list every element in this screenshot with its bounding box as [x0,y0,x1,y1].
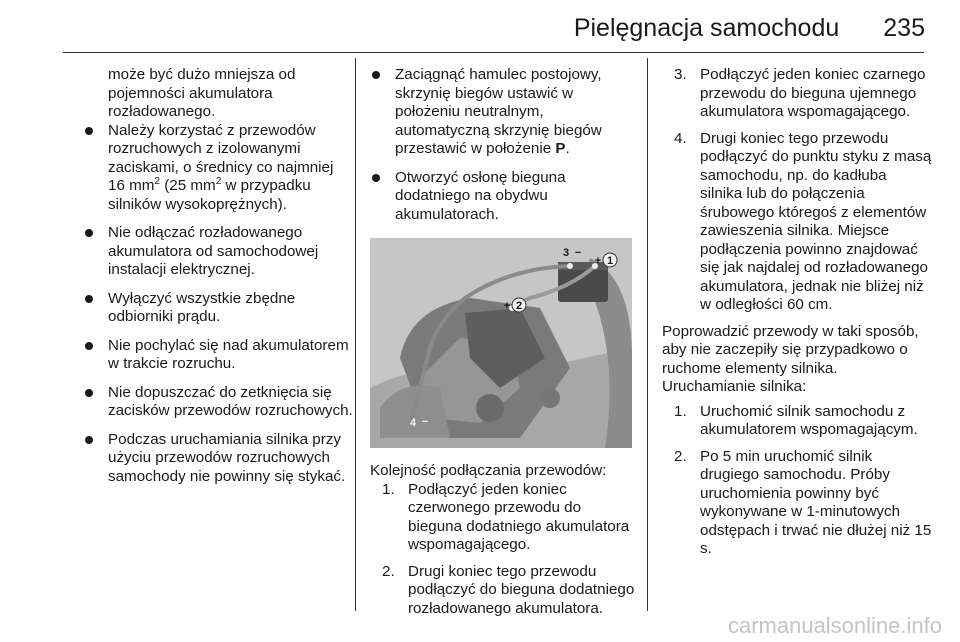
column-3 [662,66,932,567]
column-1 [83,66,353,496]
bullet-icon [85,229,93,237]
list-item [674,448,932,559]
list-item [382,481,638,555]
figure-sign-1: + [594,255,602,267]
bullet-icon [85,436,93,444]
figure-label-4: 4 [409,417,417,429]
list-number: 2. [674,447,687,465]
list-text: Podłączyć jeden koniec czerwonego przewodu do bieguna dodatniego akumulatora wspomagającego. [408,480,630,553]
list-number: 2. [382,562,395,580]
section-heading: Uruchamianie silnika: [662,378,807,395]
continued-text: może być dużo mniejsza od pojemności akumulatora rozładowanego. [108,66,296,120]
bullet-icon [372,174,380,182]
bullet-text: Wyłączyć wszystkie zbędne odbiorniki prądu. [108,289,296,325]
figure-label-3: 3 [562,247,570,259]
bullet-item [83,122,353,215]
watermark: carmanualsonline.info [727,613,942,638]
bullet-item [83,431,353,487]
list-text: Uruchomić silnik samochodu z akumulatorem wspomagającym. [700,402,918,438]
figure-label-2: 2 [515,300,523,312]
figure-label-1: 1 [606,255,614,267]
list-item [674,66,932,122]
list-item [674,130,932,315]
header-divider [63,52,924,53]
bullet-text: Nie pochylać się nad akumulatorem w trakcie rozruchu. [108,336,349,372]
list-text: Po 5 min uruchomić silnik drugiego samochodu. Próby uruchomienia powinny być wykonywane w 1-minutowych odstępach i trwać nie dłużej niż 15 s. [700,447,932,557]
bullet-item [83,384,353,421]
negative-terminal-icon [567,263,573,269]
list-number: 4. [674,129,687,147]
bullet-text: Otworzyć osłonę bieguna dodatniego na obydwu akumulatorach. [395,168,566,223]
list-number: 3. [674,66,687,83]
bullet-item [83,224,353,280]
list-item [674,403,932,440]
engine-bay-svg [370,238,632,448]
bullet-item [370,66,638,159]
column-divider-1 [355,58,356,611]
bullet-item [370,169,638,225]
bullet-item [83,337,353,374]
figure-caption-heading: Kolejność podłączania przewodów: [370,462,607,479]
numbered-list [662,66,932,315]
bullet-icon [372,71,380,79]
bullet-text: Nie odłączać rozładowanego akumulatora od samochodowej instalacji elektrycznej. [108,224,319,278]
bullet-icon [85,342,93,350]
bullet-icon [85,295,93,303]
section-title: Pielęgnacja samochodu [573,14,840,42]
page-number: 235 [883,14,925,42]
figure-sign-3: − [574,247,582,259]
routing-paragraph: Poprowadzić przewody w taki sposób, aby nie zaczepiły się przypadkowo o ruchome elementy silnika. [662,322,919,377]
engine-bay-illustration [370,238,632,448]
page-header [574,14,925,43]
figure-sign-2: + [503,300,511,312]
bullet-text: Zaciągnąć hamulec postojowy, skrzynię biegów ustawić w położeniu neutralnym, automatyczną skrzynię biegów przestawić w położenie P. [395,66,602,157]
bullet-text: Podczas uruchamiania silnika przy użyciu przewodów rozruchowych samochody nie powinny się stykać. [108,430,346,485]
bullet-icon [85,389,93,397]
bullet-text: Nie dopuszczać do zetknięcia się zacisków przewodów rozruchowych. [108,383,353,419]
bullet-text: Należy korzystać z przewodów rozruchowych z izolowanymi zaciskami, o średnicy co najmniej 16 $mm^2$ (25 $mm^2$ w przypadku silników wysokoprężnych). [108,121,334,213]
list-text: Podłączyć jeden koniec czarnego przewodu do bieguna ujemnego akumulatora wspomagającego. [700,66,926,120]
list-number: 1. [674,402,687,420]
column-2 [370,66,638,626]
numbered-list [662,403,932,559]
list-item [382,563,638,619]
bullet-icon [85,127,93,135]
numbered-list [370,481,638,619]
list-text: Drugi koniec tego przewodu podłączyć do bieguna dodatniego rozładowanego akumulatora. [408,562,635,617]
list-text: Drugi koniec tego przewodu podłączyć do punktu styku z masą samochodu, np. do kadłuba silnika lub do połączenia śrubowego któregoś z elementów zawieszenia silnika. Miejsce podłączenia powinno znajdować się jak najdalej od rozładowanego akumulatora, jednak nie bliżej niż w odległości 60 cm. [700,129,932,313]
column-divider-2 [647,58,648,611]
figure-sign-4: − [421,416,429,428]
bullet-item [83,290,353,327]
list-number: 1. [382,480,395,498]
